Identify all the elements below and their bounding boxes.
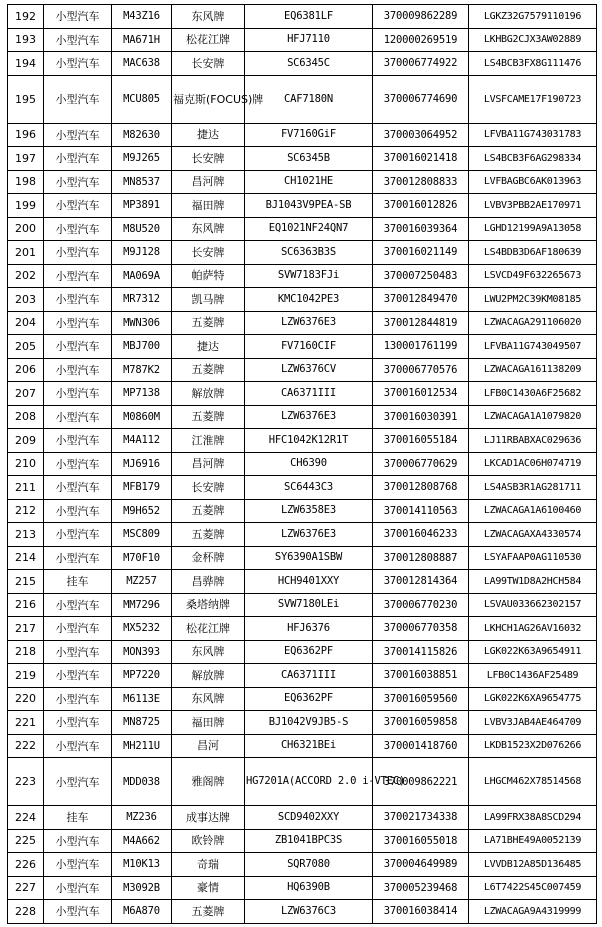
certificate-number-cell: 370004649989 (373, 853, 469, 877)
model-cell: CH1021HE (245, 170, 373, 194)
vin-cell: LVBV3JAB4AE464709 (469, 711, 597, 735)
row-number-cell: 209 (8, 429, 44, 453)
table-row (8, 335, 597, 359)
brand-cell: 江淮牌 (172, 429, 245, 453)
row-number-cell: 218 (8, 640, 44, 664)
certificate-number-cell: 370012808768 (373, 476, 469, 500)
table-row (8, 734, 597, 758)
table-row (8, 900, 597, 924)
model-cell: LZW6376E3 (245, 523, 373, 547)
row-number-cell: 202 (8, 264, 44, 288)
model-cell: BJ1043V9PEA-SB (245, 194, 373, 218)
table-row (8, 5, 597, 29)
vehicle-type-cell: 小型汽车 (44, 382, 112, 406)
vin-cell: LVSFCAME17F190723 (469, 75, 597, 123)
row-number-cell: 193 (8, 28, 44, 52)
row-number-cell: 217 (8, 617, 44, 641)
model-cell: CH6321BEi (245, 734, 373, 758)
certificate-number-cell: 370016012826 (373, 194, 469, 218)
vehicle-type-cell: 小型汽车 (44, 147, 112, 171)
certificate-number-cell: 370016021418 (373, 147, 469, 171)
row-number-cell: 226 (8, 853, 44, 877)
plate-number-cell: MDD038 (112, 758, 172, 806)
model-cell: LZW6376E3 (245, 311, 373, 335)
row-number-cell: 207 (8, 382, 44, 406)
row-number-cell: 198 (8, 170, 44, 194)
table-row (8, 194, 597, 218)
plate-number-cell: MR7312 (112, 288, 172, 312)
vehicle-type-cell: 小型汽车 (44, 829, 112, 853)
brand-cell: 东风牌 (172, 687, 245, 711)
vin-cell: LVBV3PBB2AE170971 (469, 194, 597, 218)
table-row (8, 382, 597, 406)
brand-cell: 五菱牌 (172, 499, 245, 523)
brand-cell: 欧铃牌 (172, 829, 245, 853)
model-cell: SC6443C3 (245, 476, 373, 500)
vin-cell: LKHCH1AG26AV16032 (469, 617, 597, 641)
vin-cell: LA71BHE49A0052139 (469, 829, 597, 853)
plate-number-cell: MZ236 (112, 806, 172, 830)
table-row (8, 499, 597, 523)
model-cell: SQR7080 (245, 853, 373, 877)
table-row (8, 170, 597, 194)
brand-cell: 金杯牌 (172, 546, 245, 570)
vehicle-type-cell: 小型汽车 (44, 123, 112, 147)
vin-cell: LSVCD49F632265673 (469, 264, 597, 288)
row-number-cell: 206 (8, 358, 44, 382)
row-number-cell: 201 (8, 241, 44, 265)
brand-cell: 长安牌 (172, 476, 245, 500)
certificate-number-cell: 370016059560 (373, 687, 469, 711)
model-cell: CA6371III (245, 382, 373, 406)
brand-cell: 雅阁牌 (172, 758, 245, 806)
vin-cell: LS4BCB3FX8G111476 (469, 52, 597, 76)
row-number-cell: 223 (8, 758, 44, 806)
vehicle-type-cell: 小型汽车 (44, 5, 112, 29)
certificate-number-cell: 370012808833 (373, 170, 469, 194)
table-row (8, 75, 597, 123)
table-row (8, 546, 597, 570)
row-number-cell: 216 (8, 593, 44, 617)
table-row (8, 806, 597, 830)
table-row (8, 311, 597, 335)
plate-number-cell: M0860M (112, 405, 172, 429)
certificate-number-cell: 370014110563 (373, 499, 469, 523)
table-row (8, 876, 597, 900)
plate-number-cell: MX5232 (112, 617, 172, 641)
plate-number-cell: MA069A (112, 264, 172, 288)
table-body (8, 5, 597, 924)
certificate-number-cell: 370016059858 (373, 711, 469, 735)
table-row (8, 664, 597, 688)
plate-number-cell: MAC638 (112, 52, 172, 76)
certificate-number-cell: 370016021149 (373, 241, 469, 265)
brand-cell: 福田牌 (172, 194, 245, 218)
table-row (8, 523, 597, 547)
vin-cell: LVFBAGBC6AK013963 (469, 170, 597, 194)
brand-cell: 长安牌 (172, 241, 245, 265)
table-row (8, 241, 597, 265)
vehicle-type-cell: 小型汽车 (44, 429, 112, 453)
row-number-cell: 196 (8, 123, 44, 147)
certificate-number-cell: 370006770358 (373, 617, 469, 641)
row-number-cell: 215 (8, 570, 44, 594)
vehicle-type-cell: 小型汽车 (44, 170, 112, 194)
plate-number-cell: M8U520 (112, 217, 172, 241)
row-number-cell: 224 (8, 806, 44, 830)
vehicle-type-cell: 小型汽车 (44, 900, 112, 924)
plate-number-cell: MH211U (112, 734, 172, 758)
model-cell: FV7160GiF (245, 123, 373, 147)
certificate-number-cell: 370006770576 (373, 358, 469, 382)
brand-cell: 福克斯(FOCUS)牌 (172, 75, 245, 123)
vehicle-type-cell: 小型汽车 (44, 194, 112, 218)
vin-cell: LGHD12199A9A13058 (469, 217, 597, 241)
vin-cell: LGKZ32G7579110196 (469, 5, 597, 29)
row-number-cell: 210 (8, 452, 44, 476)
vin-cell: LWU2PM2C39KM08185 (469, 288, 597, 312)
vehicle-type-cell: 小型汽车 (44, 52, 112, 76)
plate-number-cell: M43Z16 (112, 5, 172, 29)
brand-cell: 五菱牌 (172, 311, 245, 335)
model-cell: LZW6358E3 (245, 499, 373, 523)
table-row (8, 52, 597, 76)
vehicle-type-cell: 小型汽车 (44, 358, 112, 382)
row-number-cell: 192 (8, 5, 44, 29)
vin-cell: LA99TW1D8A2HCH584 (469, 570, 597, 594)
plate-number-cell: MM7296 (112, 593, 172, 617)
vehicle-type-cell: 小型汽车 (44, 75, 112, 123)
table-row (8, 264, 597, 288)
vin-cell: LGK022K6XA9654775 (469, 687, 597, 711)
table-row (8, 476, 597, 500)
vehicle-type-cell: 小型汽车 (44, 28, 112, 52)
vin-cell: LZWACAGA1A1079820 (469, 405, 597, 429)
table-row (8, 640, 597, 664)
plate-number-cell: M9H652 (112, 499, 172, 523)
vin-cell: LZWACAGA161138209 (469, 358, 597, 382)
plate-number-cell: M787K2 (112, 358, 172, 382)
model-cell: BJ1042V9JB5-S (245, 711, 373, 735)
plate-number-cell: MSC809 (112, 523, 172, 547)
brand-cell: 捷达 (172, 123, 245, 147)
table-row (8, 593, 597, 617)
row-number-cell: 213 (8, 523, 44, 547)
table-row (8, 687, 597, 711)
vehicle-type-cell: 小型汽车 (44, 288, 112, 312)
vehicle-type-cell: 挂车 (44, 570, 112, 594)
table-row (8, 429, 597, 453)
vehicle-type-cell: 小型汽车 (44, 335, 112, 359)
row-number-cell: 219 (8, 664, 44, 688)
brand-cell: 豪情 (172, 876, 245, 900)
certificate-number-cell: 370016012534 (373, 382, 469, 406)
model-cell: KMC1042PE3 (245, 288, 373, 312)
model-cell: HFC1042K12R1T (245, 429, 373, 453)
table-row (8, 570, 597, 594)
brand-cell: 解放牌 (172, 382, 245, 406)
table-row (8, 452, 597, 476)
vin-cell: LFB0C1430A6F25682 (469, 382, 597, 406)
brand-cell: 捷达 (172, 335, 245, 359)
model-cell: HCH9401XXY (245, 570, 373, 594)
model-cell: HG7201A(ACCORD 2.0 i-VTEC) (245, 758, 373, 806)
plate-number-cell: MP7138 (112, 382, 172, 406)
model-cell: SY6390A1SBW (245, 546, 373, 570)
vehicle-type-cell: 小型汽车 (44, 452, 112, 476)
plate-number-cell: M4A662 (112, 829, 172, 853)
vin-cell: LZWACAGAXA4330574 (469, 523, 597, 547)
brand-cell: 帕萨特 (172, 264, 245, 288)
row-number-cell: 199 (8, 194, 44, 218)
table-row (8, 147, 597, 171)
brand-cell: 五菱牌 (172, 405, 245, 429)
plate-number-cell: M6A870 (112, 900, 172, 924)
certificate-number-cell: 370014115826 (373, 640, 469, 664)
vin-cell: LVVDB12A85D136485 (469, 853, 597, 877)
brand-cell: 奇瑞 (172, 853, 245, 877)
plate-number-cell: M70F10 (112, 546, 172, 570)
row-number-cell: 228 (8, 900, 44, 924)
vehicle-type-cell: 小型汽车 (44, 711, 112, 735)
certificate-number-cell: 130001761199 (373, 335, 469, 359)
brand-cell: 松花江牌 (172, 28, 245, 52)
vin-cell: LS4BDB3D6AF180639 (469, 241, 597, 265)
row-number-cell: 194 (8, 52, 44, 76)
brand-cell: 凯马牌 (172, 288, 245, 312)
vin-cell: LHGCM462X78514568 (469, 758, 597, 806)
model-cell: EQ6381LF (245, 5, 373, 29)
certificate-number-cell: 370005239468 (373, 876, 469, 900)
certificate-number-cell: 370016038414 (373, 900, 469, 924)
brand-cell: 五菱牌 (172, 523, 245, 547)
vehicle-type-cell: 小型汽车 (44, 241, 112, 265)
certificate-number-cell: 370012808887 (373, 546, 469, 570)
vin-cell: LZWACAGA1A6100460 (469, 499, 597, 523)
vin-cell: LSYAFAAP0AG110530 (469, 546, 597, 570)
vehicle-type-cell: 小型汽车 (44, 499, 112, 523)
vehicle-type-cell: 小型汽车 (44, 664, 112, 688)
certificate-number-cell: 370012849470 (373, 288, 469, 312)
row-number-cell: 205 (8, 335, 44, 359)
model-cell: SC6363B3S (245, 241, 373, 265)
brand-cell: 昌河牌 (172, 170, 245, 194)
model-cell: FV7160CIF (245, 335, 373, 359)
certificate-number-cell: 370021734338 (373, 806, 469, 830)
plate-number-cell: MZ257 (112, 570, 172, 594)
vin-cell: LS4ASB3R1AG281711 (469, 476, 597, 500)
table-row (8, 405, 597, 429)
model-cell: SCD9402XXY (245, 806, 373, 830)
certificate-number-cell: 370016055184 (373, 429, 469, 453)
brand-cell: 长安牌 (172, 147, 245, 171)
vehicle-type-cell: 小型汽车 (44, 734, 112, 758)
row-number-cell: 222 (8, 734, 44, 758)
brand-cell: 桑塔纳牌 (172, 593, 245, 617)
plate-number-cell: MJ6916 (112, 452, 172, 476)
model-cell: SVW7183FJi (245, 264, 373, 288)
row-number-cell: 203 (8, 288, 44, 312)
vin-cell: LKCAD1AC06H074719 (469, 452, 597, 476)
vehicle-type-cell: 小型汽车 (44, 853, 112, 877)
vehicle-type-cell: 小型汽车 (44, 523, 112, 547)
table-row (8, 711, 597, 735)
model-cell: CAF7180N (245, 75, 373, 123)
certificate-number-cell: 120000269519 (373, 28, 469, 52)
vehicle-type-cell: 小型汽车 (44, 405, 112, 429)
row-number-cell: 225 (8, 829, 44, 853)
vin-cell: LKDB1523X2D076266 (469, 734, 597, 758)
vin-cell: LA99FRX38A8SCD294 (469, 806, 597, 830)
brand-cell: 昌骅牌 (172, 570, 245, 594)
plate-number-cell: M3092B (112, 876, 172, 900)
certificate-number-cell: 370009862289 (373, 5, 469, 29)
row-number-cell: 227 (8, 876, 44, 900)
vehicle-table (7, 4, 597, 924)
certificate-number-cell: 370016030391 (373, 405, 469, 429)
brand-cell: 松花江牌 (172, 617, 245, 641)
plate-number-cell: MA671H (112, 28, 172, 52)
model-cell: CA6371III (245, 664, 373, 688)
row-number-cell: 200 (8, 217, 44, 241)
model-cell: SVW7180LEi (245, 593, 373, 617)
plate-number-cell: MP7220 (112, 664, 172, 688)
plate-number-cell: MN8537 (112, 170, 172, 194)
vin-cell: LFB0C1436AF25489 (469, 664, 597, 688)
vin-cell: LGK022K63A9654911 (469, 640, 597, 664)
vin-cell: LSVAU033662302157 (469, 593, 597, 617)
table-row (8, 758, 597, 806)
row-number-cell: 220 (8, 687, 44, 711)
brand-cell: 五菱牌 (172, 358, 245, 382)
model-cell: HQ6390B (245, 876, 373, 900)
vehicle-type-cell: 小型汽车 (44, 758, 112, 806)
certificate-number-cell: 370006774922 (373, 52, 469, 76)
plate-number-cell: M82630 (112, 123, 172, 147)
plate-number-cell: MBJ700 (112, 335, 172, 359)
row-number-cell: 221 (8, 711, 44, 735)
plate-number-cell: MCU805 (112, 75, 172, 123)
plate-number-cell: M6113E (112, 687, 172, 711)
vehicle-type-cell: 小型汽车 (44, 593, 112, 617)
model-cell: EQ6362PF (245, 640, 373, 664)
vin-cell: LJ11RBABXAC029636 (469, 429, 597, 453)
vehicle-type-cell: 小型汽车 (44, 876, 112, 900)
model-cell: LZW6376E3 (245, 405, 373, 429)
table-row (8, 617, 597, 641)
model-cell: SC6345B (245, 147, 373, 171)
certificate-number-cell: 370016046233 (373, 523, 469, 547)
plate-number-cell: MON393 (112, 640, 172, 664)
brand-cell: 五菱牌 (172, 900, 245, 924)
model-cell: HFJ7110 (245, 28, 373, 52)
brand-cell: 解放牌 (172, 664, 245, 688)
vin-cell: LKHBG2CJX3AW02889 (469, 28, 597, 52)
model-cell: EQ6362PF (245, 687, 373, 711)
brand-cell: 东风牌 (172, 217, 245, 241)
model-cell: LZW6376CV (245, 358, 373, 382)
vehicle-type-cell: 小型汽车 (44, 617, 112, 641)
row-number-cell: 195 (8, 75, 44, 123)
table-row (8, 829, 597, 853)
certificate-number-cell: 370012844819 (373, 311, 469, 335)
row-number-cell: 197 (8, 147, 44, 171)
plate-number-cell: MWN306 (112, 311, 172, 335)
vehicle-type-cell: 小型汽车 (44, 546, 112, 570)
model-cell: CH6390 (245, 452, 373, 476)
certificate-number-cell: 370006770629 (373, 452, 469, 476)
row-number-cell: 214 (8, 546, 44, 570)
certificate-number-cell: 370009862221 (373, 758, 469, 806)
table-row (8, 358, 597, 382)
brand-cell: 长安牌 (172, 52, 245, 76)
table-row (8, 288, 597, 312)
vehicle-type-cell: 小型汽车 (44, 217, 112, 241)
vin-cell: L6T7422S45C007459 (469, 876, 597, 900)
table-row (8, 853, 597, 877)
vin-cell: LZWACAGA9A4319999 (469, 900, 597, 924)
model-cell: LZW6376C3 (245, 900, 373, 924)
certificate-number-cell: 370006774690 (373, 75, 469, 123)
vehicle-type-cell: 小型汽车 (44, 640, 112, 664)
certificate-number-cell: 370016055018 (373, 829, 469, 853)
row-number-cell: 211 (8, 476, 44, 500)
certificate-number-cell: 370006770230 (373, 593, 469, 617)
brand-cell: 东风牌 (172, 640, 245, 664)
table-row (8, 217, 597, 241)
vehicle-type-cell: 小型汽车 (44, 476, 112, 500)
brand-cell: 东风牌 (172, 5, 245, 29)
certificate-number-cell: 370007250483 (373, 264, 469, 288)
row-number-cell: 212 (8, 499, 44, 523)
model-cell: SC6345C (245, 52, 373, 76)
vin-cell: LFVBA11G743049507 (469, 335, 597, 359)
brand-cell: 昌河牌 (172, 452, 245, 476)
plate-number-cell: M10K13 (112, 853, 172, 877)
plate-number-cell: MN8725 (112, 711, 172, 735)
plate-number-cell: M9J128 (112, 241, 172, 265)
table-row (8, 28, 597, 52)
table-row (8, 123, 597, 147)
vehicle-type-cell: 小型汽车 (44, 311, 112, 335)
brand-cell: 成事达牌 (172, 806, 245, 830)
model-cell: HFJ6376 (245, 617, 373, 641)
certificate-number-cell: 370016039364 (373, 217, 469, 241)
row-number-cell: 208 (8, 405, 44, 429)
certificate-number-cell: 370012814364 (373, 570, 469, 594)
plate-number-cell: MFB179 (112, 476, 172, 500)
vin-cell: LZWACAGA291106020 (469, 311, 597, 335)
vehicle-type-cell: 小型汽车 (44, 687, 112, 711)
row-number-cell: 204 (8, 311, 44, 335)
brand-cell: 福田牌 (172, 711, 245, 735)
certificate-number-cell: 370001418760 (373, 734, 469, 758)
plate-number-cell: MP3891 (112, 194, 172, 218)
model-cell: EQ1021NF24QN7 (245, 217, 373, 241)
plate-number-cell: M9J265 (112, 147, 172, 171)
plate-number-cell: M4A112 (112, 429, 172, 453)
vin-cell: LFVBA11G743031783 (469, 123, 597, 147)
brand-cell: 昌河 (172, 734, 245, 758)
certificate-number-cell: 370016038851 (373, 664, 469, 688)
vin-cell: LS4BCB3F6AG298334 (469, 147, 597, 171)
certificate-number-cell: 370003064952 (373, 123, 469, 147)
vehicle-type-cell: 小型汽车 (44, 264, 112, 288)
vehicle-type-cell: 挂车 (44, 806, 112, 830)
model-cell: ZB1041BPC3S (245, 829, 373, 853)
